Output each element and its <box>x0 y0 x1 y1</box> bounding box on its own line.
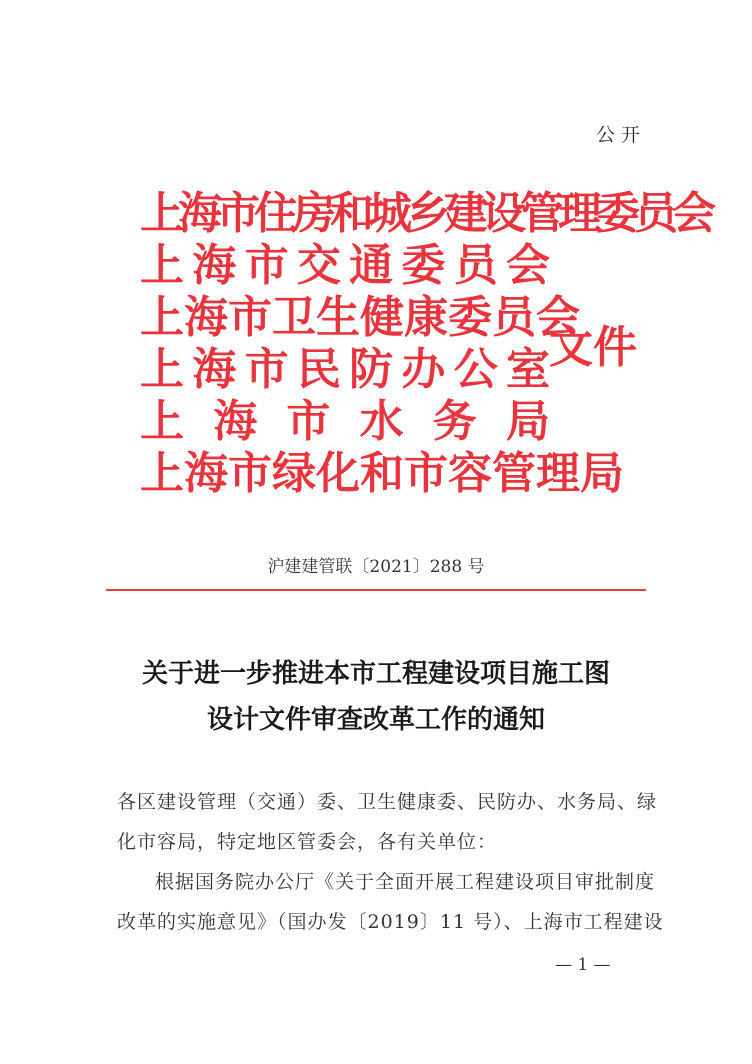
issuer-char: 上 <box>140 344 184 395</box>
issuer-char: 会 <box>672 188 710 239</box>
issuer-char: 海 <box>192 344 237 395</box>
issuer-char: 局 <box>505 396 550 447</box>
issuer-line <box>140 188 710 240</box>
issuer-char: 城 <box>368 188 406 239</box>
title-line-2: 设计文件审查改革工作的通知 <box>206 705 545 735</box>
issuer-char: 员 <box>492 292 536 343</box>
page-number: — 1 — <box>555 955 611 975</box>
issuer-char: 海 <box>213 396 258 447</box>
issuer-char: 建 <box>444 188 482 239</box>
issuer-char: 海 <box>192 240 237 291</box>
issuer-char: 房 <box>292 188 330 239</box>
issuer-char: 通 <box>349 240 394 291</box>
issuer-char: 员 <box>453 240 498 291</box>
issuer-char: 化 <box>316 448 360 499</box>
issuer-char: 水 <box>359 396 404 447</box>
issuer-char: 和 <box>330 188 368 239</box>
red-divider <box>106 589 646 591</box>
issuer-char: 市 <box>228 448 272 499</box>
issuer-char: 市 <box>286 396 331 447</box>
issuer-char: 务 <box>432 396 477 447</box>
issuer-char: 住 <box>254 188 292 239</box>
issuer-char: 卫 <box>272 292 316 343</box>
issuer-char: 上 <box>140 292 184 343</box>
issuer-char: 管 <box>520 188 558 239</box>
issuer-char: 生 <box>316 292 360 343</box>
issuer-char: 理 <box>558 188 596 239</box>
public-label: 公开 <box>596 124 647 146</box>
issuer-line <box>140 448 624 500</box>
issuer-char: 市 <box>244 240 289 291</box>
issuer-char: 海 <box>184 292 228 343</box>
issuer-char: 市 <box>244 344 289 395</box>
issuer-char: 绿 <box>272 448 316 499</box>
issuer-char: 市 <box>228 292 272 343</box>
issuer-char: 防 <box>349 344 394 395</box>
issuer-char: 委 <box>596 188 634 239</box>
issuer-char: 容 <box>448 448 492 499</box>
issuer-line <box>140 240 550 292</box>
issuer-char: 上 <box>140 448 184 499</box>
issuer-char: 理 <box>536 448 580 499</box>
issuer-char: 交 <box>296 240 341 291</box>
document-number: 沪建建管联〔2021〕288 号 <box>267 557 485 577</box>
issuer-char: 市 <box>216 188 254 239</box>
issuer-line <box>140 396 550 448</box>
issuer-line <box>140 344 550 396</box>
issuer-char: 康 <box>404 292 448 343</box>
issuer-char: 局 <box>580 448 624 499</box>
issuer-char: 乡 <box>406 188 444 239</box>
issuer-char: 设 <box>482 188 520 239</box>
issuer-char: 上 <box>140 188 178 239</box>
issuer-char: 员 <box>634 188 672 239</box>
document-title <box>0 651 752 743</box>
body-line: 化市容局，特定地区管委会，各有关单位： <box>117 831 498 853</box>
issuer-char: 委 <box>448 292 492 343</box>
issuer-char: 上 <box>140 396 184 447</box>
issuer-char: 海 <box>178 188 216 239</box>
document-body <box>117 782 664 942</box>
issuer-char: 管 <box>492 448 536 499</box>
issuer-char: 会 <box>536 292 580 343</box>
issuer-suffix: 文件 <box>549 322 637 373</box>
issuer-char: 室 <box>505 344 550 395</box>
body-line: 改革的实施意见》（国办发〔2019〕11 号）、上海市工程建设 <box>117 911 664 933</box>
issuer-char: 健 <box>360 292 404 343</box>
body-line: 根据国务院办公厅《关于全面开展工程建设项目审批制度 <box>155 871 656 893</box>
issuer-char: 海 <box>184 448 228 499</box>
body-line: 各区建设管理（交通）委、卫生健康委、民防办、水务局、绿 <box>117 791 658 813</box>
issuer-line <box>140 292 580 344</box>
issuer-char: 委 <box>401 240 446 291</box>
issuer-char: 上 <box>140 240 184 291</box>
issuer-char: 市 <box>404 448 448 499</box>
title-line-1: 关于进一步推进本市工程建设项目施工图 <box>141 659 610 689</box>
issuer-char: 公 <box>453 344 498 395</box>
issuer-char: 民 <box>296 344 341 395</box>
issuer-char: 和 <box>360 448 404 499</box>
issuer-char: 会 <box>505 240 550 291</box>
issuer-char: 办 <box>401 344 446 395</box>
